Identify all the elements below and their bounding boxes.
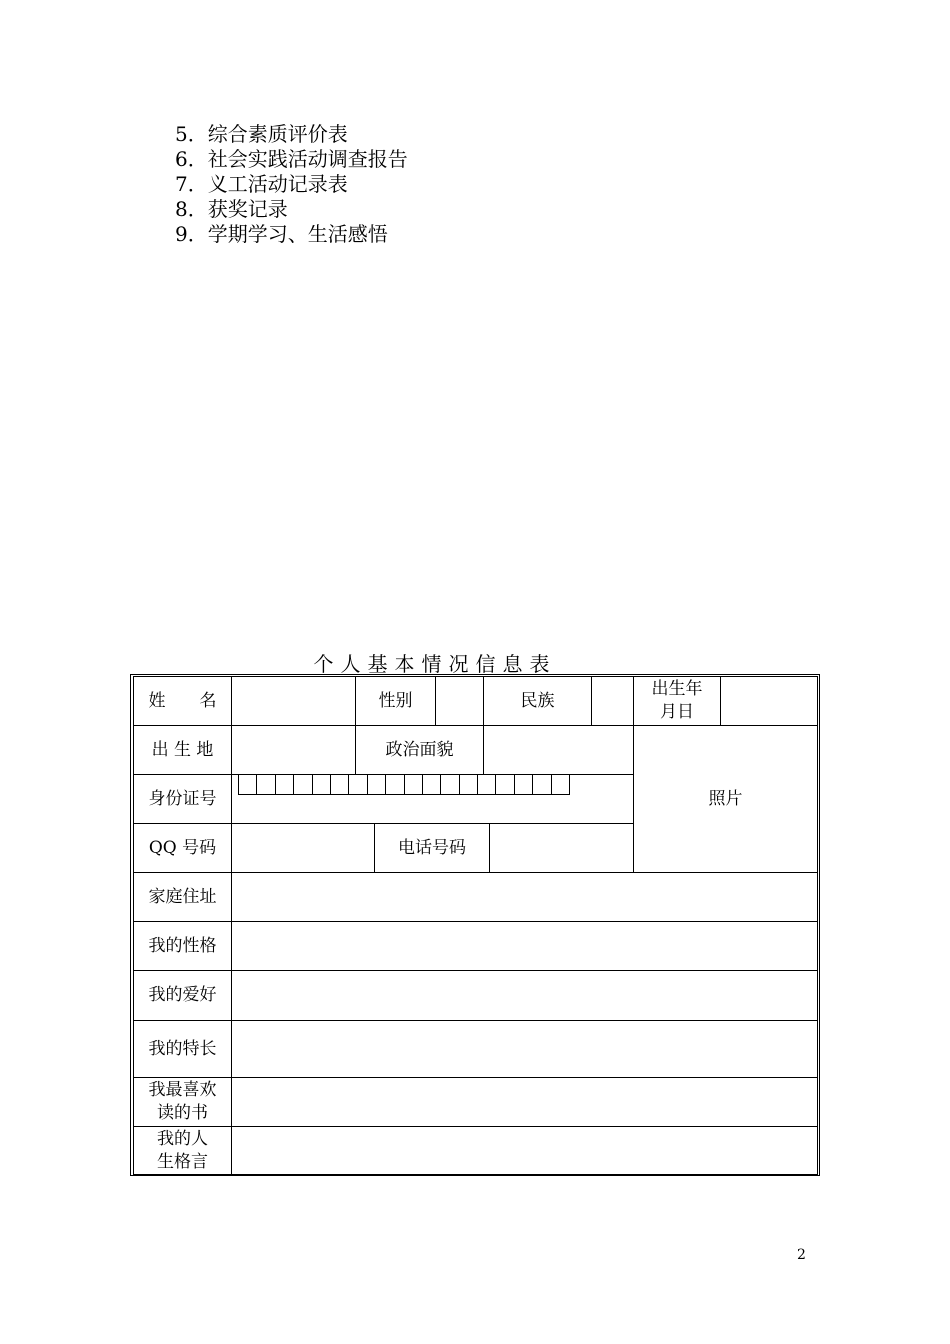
id-digit-box[interactable] <box>385 774 404 795</box>
gender-label: 性别 <box>355 676 436 726</box>
id-number-label: 身份证号 <box>133 774 232 824</box>
personality-field[interactable] <box>231 921 818 971</box>
id-digit-box[interactable] <box>330 774 349 795</box>
page-number: 2 <box>797 1247 806 1263</box>
favorite-book-field[interactable] <box>231 1077 818 1127</box>
photo-area: 照片 <box>633 725 818 873</box>
motto-label-line: 生格言 <box>157 1151 208 1172</box>
hobbies-field[interactable] <box>231 970 818 1021</box>
form-title: 个人基本情况信息表 <box>313 652 557 676</box>
birth-date-label-line: 出生年 <box>651 679 703 699</box>
political-status-label: 政治面貌 <box>355 725 484 775</box>
birthplace-label: 出 生 地 <box>133 725 232 775</box>
birthplace-field[interactable] <box>231 725 356 775</box>
ethnicity-label: 民族 <box>483 676 592 726</box>
name-field[interactable] <box>231 676 356 726</box>
motto-label <box>133 1126 232 1175</box>
contents-item: 7．义工活动记录表 <box>175 172 348 196</box>
name-label: 姓 名 <box>133 676 232 726</box>
specialty-label: 我的特长 <box>133 1020 232 1078</box>
contents-item: 5．综合素质评价表 <box>175 122 348 146</box>
id-digit-box[interactable] <box>404 774 423 795</box>
hobbies-label: 我的爱好 <box>133 970 232 1021</box>
id-digit-box[interactable] <box>293 774 312 795</box>
phone-field[interactable] <box>489 823 634 873</box>
motto-label-line: 我的人 <box>157 1128 208 1149</box>
address-label: 家庭住址 <box>133 872 232 922</box>
id-digit-box[interactable] <box>348 774 367 795</box>
id-number-boxes[interactable] <box>238 774 569 795</box>
birth-date-field[interactable] <box>720 676 818 726</box>
id-digit-box[interactable] <box>275 774 294 795</box>
favorite-book-label-line: 我最喜欢 <box>148 1080 217 1100</box>
qq-label: QQ 号码 <box>133 823 232 873</box>
id-digit-box[interactable] <box>238 774 257 795</box>
gender-field[interactable] <box>435 676 484 726</box>
phone-label: 电话号码 <box>374 823 490 873</box>
id-digit-box[interactable] <box>440 774 459 795</box>
ethnicity-field[interactable] <box>591 676 634 726</box>
id-digit-box[interactable] <box>532 774 551 795</box>
personality-label: 我的性格 <box>133 921 232 971</box>
id-digit-box[interactable] <box>459 774 478 795</box>
contents-item: 9．学期学习、生活感悟 <box>175 222 388 246</box>
id-digit-box[interactable] <box>367 774 386 795</box>
favorite-book-label <box>133 1077 232 1127</box>
specialty-field[interactable] <box>231 1020 818 1078</box>
contents-item: 6．社会实践活动调查报告 <box>175 147 408 171</box>
contents-list <box>175 122 408 247</box>
motto-field[interactable] <box>231 1126 818 1175</box>
id-digit-box[interactable] <box>495 774 514 795</box>
birth-date-label-line: 月日 <box>660 702 694 722</box>
contents-item: 8．获奖记录 <box>175 197 288 221</box>
id-digit-box[interactable] <box>422 774 441 795</box>
id-digit-box[interactable] <box>477 774 496 795</box>
political-status-field[interactable] <box>483 725 634 775</box>
address-field[interactable] <box>231 872 818 922</box>
id-digit-box[interactable] <box>551 774 570 795</box>
qq-field[interactable] <box>231 823 375 873</box>
id-digit-box[interactable] <box>256 774 275 795</box>
id-digit-box[interactable] <box>312 774 331 795</box>
favorite-book-label-line: 读的书 <box>157 1103 208 1123</box>
id-digit-box[interactable] <box>514 774 533 795</box>
birth-date-label <box>633 676 721 726</box>
